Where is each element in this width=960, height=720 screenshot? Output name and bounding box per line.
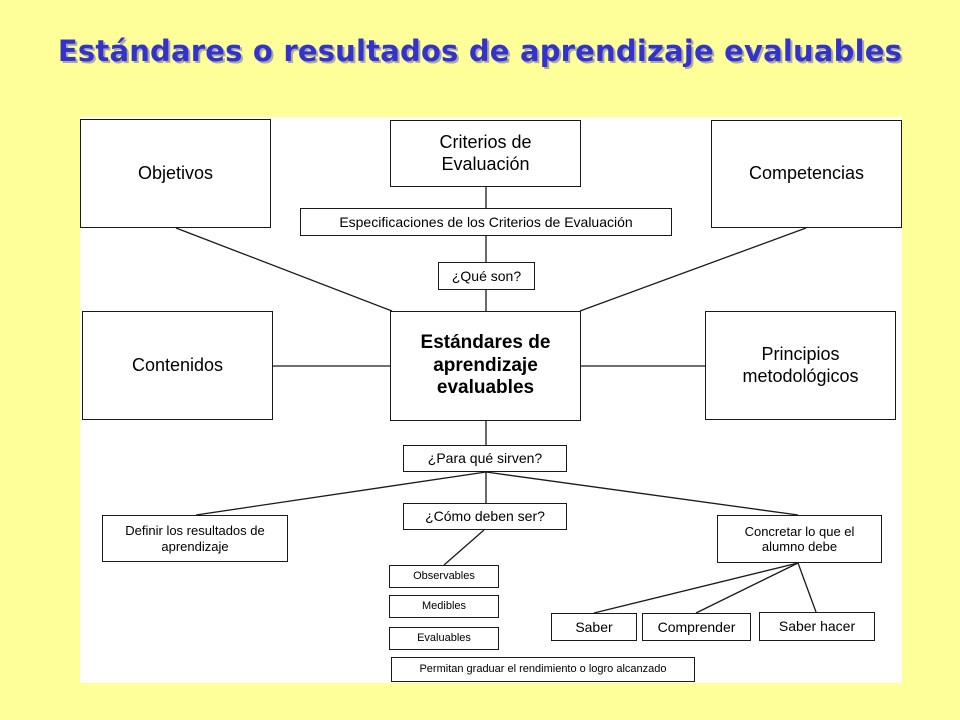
estandares-box: Estándares de aprendizaje evaluables <box>390 311 581 421</box>
permitan-box: Permitan graduar el rendimiento o logro alcanzado <box>391 657 695 682</box>
objetivos-box: Objetivos <box>80 119 271 228</box>
como-deben-box: ¿Cómo deben ser? <box>403 503 567 530</box>
saber-box: Saber <box>551 613 637 641</box>
comprender-box: Comprender <box>642 613 751 641</box>
evaluables-box: Evaluables <box>389 627 499 650</box>
concretar-box: Concretar lo que el alumno debe <box>717 515 882 563</box>
competencias-box: Competencias <box>711 120 902 228</box>
observables-box: Observables <box>389 565 499 588</box>
especificaciones-box: Especificaciones de los Criterios de Evaluación <box>300 208 672 236</box>
slide-title: Estándares o resultados de aprendizaje evaluables <box>57 34 903 68</box>
saber-hacer-box: Saber hacer <box>759 612 875 641</box>
medibles-box: Medibles <box>389 595 499 618</box>
que-son-box: ¿Qué son? <box>438 262 535 290</box>
criterios-box: Criterios de Evaluación <box>390 120 581 187</box>
principios-box: Principios metodológicos <box>705 311 896 420</box>
contenidos-box: Contenidos <box>82 311 273 420</box>
definir-box: Definir los resultados de aprendizaje <box>102 515 288 562</box>
para-que-box: ¿Para qué sirven? <box>403 445 567 472</box>
